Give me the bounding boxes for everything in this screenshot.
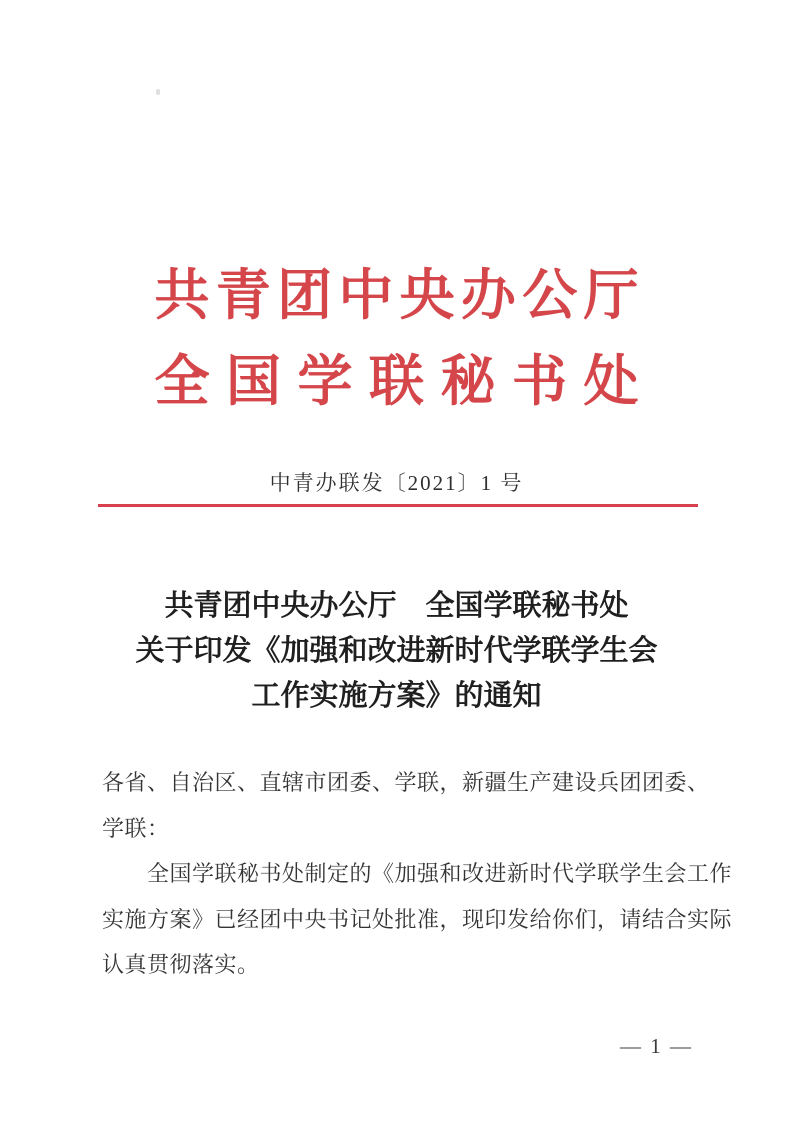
body-line-1: 各省、自治区、直辖市团委、学联，新疆生产建设兵团团委、 xyxy=(102,770,710,795)
body-line-4: 实施方案》已经团中央书记处批准，现印发给你们，请结合实际 xyxy=(102,906,733,932)
issuing-org-line-1: 共青团中央办公厅 xyxy=(154,265,639,326)
red-divider-line xyxy=(98,504,698,507)
letterhead xyxy=(0,253,793,425)
document-body xyxy=(102,760,733,988)
title-line-1: 共青团中央办公厅 全国学联秘书处 xyxy=(164,590,629,622)
scan-artifact-dot xyxy=(156,89,160,95)
page-number: — 1 — xyxy=(620,1034,693,1058)
body-line-3: 全国学联秘书处制定的《加强和改进新时代学联学生会工作 xyxy=(102,861,733,886)
title-line-2: 关于印发《加强和改进新时代学联学生会 xyxy=(135,635,658,667)
document-title xyxy=(0,584,793,719)
body-line-2: 学联： xyxy=(102,815,170,841)
issuing-org-line-2: 全国学联秘书处 xyxy=(154,351,639,412)
title-line-3: 工作实施方案》的通知 xyxy=(251,680,542,712)
body-line-5: 认真贯彻落实。 xyxy=(102,952,260,977)
document-number: 中青办联发〔2021〕1 号 xyxy=(269,471,524,495)
